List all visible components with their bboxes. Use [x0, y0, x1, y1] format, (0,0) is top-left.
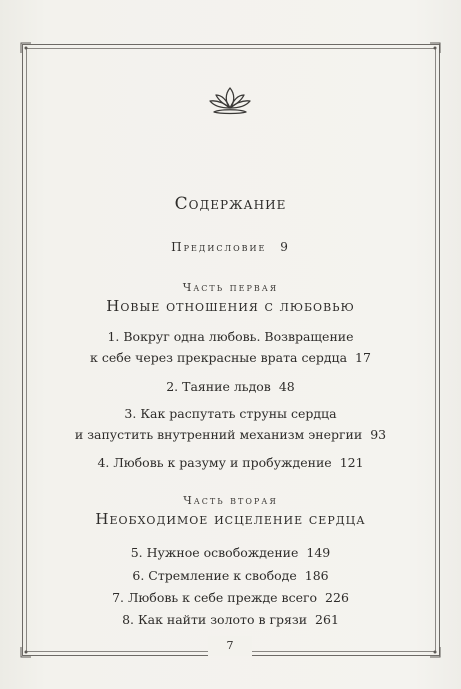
- page-title: Содержание: [174, 194, 287, 214]
- toc-entry-page: 226: [325, 590, 349, 605]
- toc-entry-page: 261: [315, 612, 339, 627]
- toc-entry-text: 5. Нужное освобождение: [130, 545, 299, 560]
- toc-entry: [40, 403, 421, 445]
- corner-ornament-icon: [20, 646, 32, 658]
- toc-entry-text: 8. Как найти золото в грязи: [122, 612, 308, 627]
- toc-entry: [40, 587, 421, 608]
- toc-entry-text: к себе через прекрасные врата сердца: [90, 350, 348, 365]
- toc-entry: [40, 376, 421, 397]
- part-two-label: Часть вторая: [183, 494, 278, 507]
- lotus-icon: [205, 84, 255, 118]
- toc-entry-text: 6. Стремление к свободе: [132, 568, 297, 583]
- foreword-entry: [40, 240, 421, 254]
- toc-entry-page: 149: [306, 545, 331, 560]
- toc-entry-text: 3. Как распутать струны сердца: [124, 406, 337, 421]
- corner-ornament-icon: [20, 42, 32, 54]
- toc-entry-text: 7. Любовь к себе прежде всего: [112, 590, 318, 605]
- foreword-label: Предисловие: [171, 240, 267, 254]
- toc-entry-page: 121: [339, 455, 364, 470]
- part-one-title: Новые отношения с любовью: [106, 297, 355, 315]
- foreword-page: 9: [280, 240, 290, 254]
- toc-entry-text: и запустить внутренний механизм энергии: [74, 427, 363, 442]
- toc-entry-page: 48: [278, 379, 295, 394]
- page-number: 7: [208, 636, 252, 656]
- toc-entry-text: 2. Таяние льдов: [166, 379, 271, 394]
- part-one-label: Часть первая: [182, 281, 279, 294]
- part-two-title: Необходимое исцеление сердца: [95, 510, 366, 528]
- corner-ornament-icon: [429, 646, 441, 658]
- corner-ornament-icon: [429, 42, 441, 54]
- toc-entry: [40, 565, 421, 586]
- toc-entry-page: 17: [355, 350, 371, 365]
- toc-entry: [40, 326, 421, 368]
- toc-entry-text: 1. Вокруг одна любовь. Возвращение: [107, 329, 354, 344]
- toc-entry-page: 93: [370, 427, 387, 442]
- toc-entry: [40, 452, 421, 473]
- toc-entry: [40, 609, 421, 630]
- toc-entry: [40, 542, 421, 563]
- toc-entry-text: 4. Любовь к разуму и пробуждение: [97, 455, 332, 470]
- toc-entry-page: 186: [304, 568, 329, 583]
